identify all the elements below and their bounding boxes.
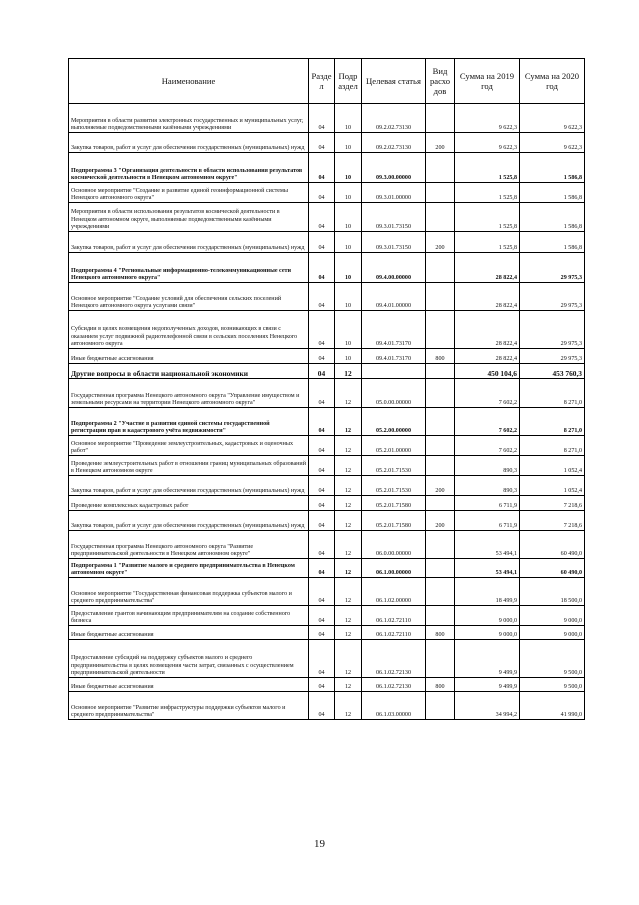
row-podrazdel: 10: [335, 349, 362, 364]
row-vid: 800: [426, 678, 455, 692]
row-vid: [426, 311, 455, 349]
row-vid: [426, 496, 455, 511]
row-razdel: 04: [309, 436, 335, 456]
row-podrazdel: 10: [335, 203, 362, 232]
row-name: Проведение комплексных кадастровых работ: [69, 496, 309, 511]
row-vid: [426, 578, 455, 606]
row-name: Основное мероприятие "Государственная финансовая поддержка субъектов малого и среднего предпринимательства": [69, 578, 309, 606]
row-sum-2020: 29 975,3: [520, 283, 585, 311]
row-target: 05.2.01.71530: [362, 456, 426, 476]
row-vid: [426, 456, 455, 476]
table-row: [69, 133, 585, 153]
row-target: 06.1.02.72110: [362, 626, 426, 640]
row-sum-2020: 29 975,3: [520, 349, 585, 364]
row-vid: [426, 692, 455, 720]
row-sum-2019: 6 711,9: [455, 496, 520, 511]
row-sum-2020: 29 975,3: [520, 311, 585, 349]
row-name: Основное мероприятие "Проведение землеустроительных, кадастровых и оценочных работ": [69, 436, 309, 456]
row-sum-2019: 1 525,8: [455, 203, 520, 232]
row-target: 06.1.02.00000: [362, 578, 426, 606]
table-header-row: [69, 59, 585, 104]
row-target: 06.1.02.72110: [362, 606, 426, 626]
row-name: Государственная программа Ненецкого автономного округа "Развитие предпринимательской деятельности в Ненецком автономном округе": [69, 531, 309, 559]
row-name: Иные бюджетные ассигнования: [69, 678, 309, 692]
row-razdel: 04: [309, 153, 335, 183]
row-sum-2019: 890,3: [455, 476, 520, 496]
row-target: 09.3.01.73150: [362, 232, 426, 253]
row-name: Иные бюджетные ассигнования: [69, 349, 309, 364]
row-target: 09.2.02.73130: [362, 133, 426, 153]
table-row: [69, 203, 585, 232]
row-target: 09.4.01.73170: [362, 311, 426, 349]
row-podrazdel: 12: [335, 578, 362, 606]
row-sum-2019: 9 622,3: [455, 104, 520, 133]
row-razdel: 04: [309, 496, 335, 511]
table-row: [69, 408, 585, 436]
row-podrazdel: 12: [335, 559, 362, 578]
row-vid: [426, 203, 455, 232]
row-sum-2019: 9 622,3: [455, 133, 520, 153]
row-sum-2020: 8 271,0: [520, 408, 585, 436]
row-vid: 200: [426, 476, 455, 496]
table-row: [69, 578, 585, 606]
row-vid: [426, 364, 455, 379]
row-sum-2020: 1 586,8: [520, 183, 585, 203]
row-podrazdel: 12: [335, 436, 362, 456]
header-razdel: Разде л: [309, 59, 335, 104]
row-sum-2019: 890,3: [455, 456, 520, 476]
table-row: [69, 349, 585, 364]
page-number: 19: [314, 838, 325, 850]
row-name: Основное мероприятие "Развитие инфраструктуры поддержки субъектов малого и среднего предпринимательства": [69, 692, 309, 720]
row-name: Мероприятия в области развития электронных государственных и муниципальных услуг, выполняемые подведомственными казёнными учреждениями: [69, 104, 309, 133]
row-sum-2020: 29 975,3: [520, 253, 585, 283]
row-vid: 200: [426, 232, 455, 253]
table-row: [69, 311, 585, 349]
header-vid: Вид расхо дов: [426, 59, 455, 104]
row-razdel: 04: [309, 253, 335, 283]
row-target: [362, 364, 426, 379]
header-sum-2020: Сумма на 2020 год: [520, 59, 585, 104]
row-razdel: 04: [309, 349, 335, 364]
row-razdel: 04: [309, 203, 335, 232]
table-row: [69, 476, 585, 496]
row-vid: [426, 606, 455, 626]
row-target: 09.2.02.73130: [362, 104, 426, 133]
row-sum-2019: 9 000,0: [455, 606, 520, 626]
row-sum-2020: 18 500,0: [520, 578, 585, 606]
table-row: [69, 456, 585, 476]
row-name: Основное мероприятие "Создание и развитие единой геоинформационной системы Ненецкого автономного округа": [69, 183, 309, 203]
row-sum-2019: 1 525,8: [455, 153, 520, 183]
table-row: [69, 692, 585, 720]
table-row: [69, 678, 585, 692]
row-vid: [426, 183, 455, 203]
row-razdel: 04: [309, 640, 335, 678]
row-target: 09.3.00.00000: [362, 153, 426, 183]
row-name: Закупка товаров, работ и услуг для обеспечения государственных (муниципальных) нужд: [69, 232, 309, 253]
row-sum-2020: 60 490,0: [520, 559, 585, 578]
row-sum-2019: 7 602,2: [455, 436, 520, 456]
table-row: [69, 559, 585, 578]
row-sum-2020: 9 000,0: [520, 606, 585, 626]
row-name: Проведение землеустроительных работ в отношении границ муниципальных образований в Ненецком автономном округе: [69, 456, 309, 476]
row-razdel: 04: [309, 133, 335, 153]
row-sum-2020: 9 622,3: [520, 104, 585, 133]
row-podrazdel: 12: [335, 408, 362, 436]
row-sum-2020: 1 586,8: [520, 232, 585, 253]
row-sum-2019: 450 104,6: [455, 364, 520, 379]
row-sum-2020: 7 218,6: [520, 511, 585, 531]
row-sum-2019: 28 822,4: [455, 253, 520, 283]
row-target: 05.2.01.71530: [362, 476, 426, 496]
row-sum-2019: 28 822,4: [455, 311, 520, 349]
row-sum-2020: 1 586,8: [520, 153, 585, 183]
row-target: 09.4.01.00000: [362, 283, 426, 311]
row-name: Предоставление грантов начинающим предпринимателям на создание собственного бизнеса: [69, 606, 309, 626]
row-vid: [426, 283, 455, 311]
row-target: 09.3.01.00000: [362, 183, 426, 203]
row-vid: [426, 408, 455, 436]
row-name: Подпрограмма 2 "Участие в развитии единой системы государственной регистрации прав и кадастрового учёта недвижимости": [69, 408, 309, 436]
header-sum-2019: Сумма на 2019 год: [455, 59, 520, 104]
row-razdel: 04: [309, 283, 335, 311]
row-vid: 200: [426, 133, 455, 153]
row-sum-2019: 7 602,2: [455, 408, 520, 436]
row-vid: 200: [426, 511, 455, 531]
row-sum-2019: 18 499,9: [455, 578, 520, 606]
row-target: 05.0.00.00000: [362, 379, 426, 408]
row-name: Предоставление субсидий на поддержку субъектов малого и среднего предпринимательства в целях возмещения части затрат, связанных с осуществлением предпринимательской деятельности: [69, 640, 309, 678]
row-podrazdel: 12: [335, 496, 362, 511]
row-podrazdel: 12: [335, 379, 362, 408]
row-sum-2019: 9 499,9: [455, 678, 520, 692]
row-razdel: 04: [309, 578, 335, 606]
row-vid: 800: [426, 349, 455, 364]
table-row: [69, 436, 585, 456]
row-razdel: 04: [309, 678, 335, 692]
row-vid: [426, 153, 455, 183]
row-sum-2019: 53 494,1: [455, 559, 520, 578]
row-vid: [426, 379, 455, 408]
row-razdel: 04: [309, 104, 335, 133]
row-target: 05.2.01.00000: [362, 436, 426, 456]
row-name: Закупка товаров, работ и услуг для обеспечения государственных (муниципальных) нужд: [69, 476, 309, 496]
row-target: 06.1.00.00000: [362, 559, 426, 578]
row-vid: [426, 104, 455, 133]
row-sum-2020: 9 000,0: [520, 626, 585, 640]
table-row: [69, 153, 585, 183]
row-podrazdel: 10: [335, 183, 362, 203]
row-sum-2019: 28 822,4: [455, 349, 520, 364]
row-sum-2020: 8 271,0: [520, 436, 585, 456]
table-row: [69, 606, 585, 626]
table-row: [69, 496, 585, 511]
row-sum-2019: 9 000,0: [455, 626, 520, 640]
row-target: 05.2.01.71580: [362, 511, 426, 531]
row-name: Подпрограмма 4 "Региональные информационно-телекоммуникационные сети Ненецкого автономного округа": [69, 253, 309, 283]
row-name: Подпрограмма 3 "Организация деятельности в области использования результатов космической деятельности в Ненецком автономном округе": [69, 153, 309, 183]
row-podrazdel: 12: [335, 531, 362, 559]
table-row: [69, 379, 585, 408]
row-sum-2019: 6 711,9: [455, 511, 520, 531]
table-row: [69, 104, 585, 133]
row-razdel: 04: [309, 183, 335, 203]
row-sum-2019: 53 494,1: [455, 531, 520, 559]
row-podrazdel: 10: [335, 133, 362, 153]
row-vid: [426, 640, 455, 678]
row-podrazdel: 12: [335, 626, 362, 640]
table-row: [69, 183, 585, 203]
row-vid: [426, 436, 455, 456]
row-podrazdel: 12: [335, 606, 362, 626]
row-name: Закупка товаров, работ и услуг для обеспечения государственных (муниципальных) нужд: [69, 511, 309, 531]
row-podrazdel: 12: [335, 511, 362, 531]
table-row: [69, 531, 585, 559]
row-vid: 800: [426, 626, 455, 640]
row-razdel: 04: [309, 311, 335, 349]
row-podrazdel: 10: [335, 253, 362, 283]
row-sum-2019: 1 525,8: [455, 232, 520, 253]
row-razdel: 04: [309, 476, 335, 496]
row-sum-2019: 34 994,2: [455, 692, 520, 720]
budget-table: [68, 58, 585, 720]
row-name: Государственная программа Ненецкого автономного округа "Управление имуществом и земельными ресурсами на территории Ненецкого автономного округа": [69, 379, 309, 408]
row-sum-2020: 41 990,0: [520, 692, 585, 720]
row-podrazdel: 10: [335, 153, 362, 183]
row-name: Основное мероприятие "Создание условий для обеспечения сельских поселений Ненецкого автономного округа услугами связи": [69, 283, 309, 311]
row-podrazdel: 12: [335, 640, 362, 678]
row-vid: [426, 253, 455, 283]
table-row: [69, 232, 585, 253]
row-podrazdel: 12: [335, 476, 362, 496]
row-razdel: 04: [309, 232, 335, 253]
row-target: 06.1.02.72130: [362, 640, 426, 678]
header-target: Целевая статья: [362, 59, 426, 104]
row-target: 09.4.01.73170: [362, 349, 426, 364]
row-sum-2019: 7 602,2: [455, 379, 520, 408]
row-razdel: 04: [309, 606, 335, 626]
row-target: 05.2.00.00000: [362, 408, 426, 436]
row-razdel: 04: [309, 408, 335, 436]
row-target: 09.3.01.73150: [362, 203, 426, 232]
row-target: 09.4.00.00000: [362, 253, 426, 283]
row-podrazdel: 12: [335, 456, 362, 476]
row-razdel: 04: [309, 511, 335, 531]
row-podrazdel: 12: [335, 364, 362, 379]
row-sum-2019: 1 525,8: [455, 183, 520, 203]
row-vid: [426, 531, 455, 559]
row-target: 06.1.03.00000: [362, 692, 426, 720]
row-razdel: 04: [309, 692, 335, 720]
row-podrazdel: 10: [335, 104, 362, 133]
table-row: [69, 364, 585, 379]
row-name: Иные бюджетные ассигнования: [69, 626, 309, 640]
row-name: Подпрограмма 1 "Развитие малого и среднего предпринимательства в Ненецком автономном округе": [69, 559, 309, 578]
header-name: Наименование: [69, 59, 309, 104]
table-body: [69, 104, 585, 720]
row-sum-2020: 9 500,0: [520, 678, 585, 692]
row-podrazdel: 10: [335, 311, 362, 349]
row-razdel: 04: [309, 456, 335, 476]
row-podrazdel: 12: [335, 678, 362, 692]
table-row: [69, 283, 585, 311]
row-name: Мероприятия в области использования результатов космической деятельности в Ненецком автономном округе, выполняемые подведомственными казёнными учреждениями: [69, 203, 309, 232]
row-sum-2020: 8 271,0: [520, 379, 585, 408]
row-sum-2020: 453 760,3: [520, 364, 585, 379]
table-row: [69, 626, 585, 640]
table-row: [69, 253, 585, 283]
row-razdel: 04: [309, 531, 335, 559]
row-razdel: 04: [309, 364, 335, 379]
row-sum-2020: 9 500,0: [520, 640, 585, 678]
row-sum-2020: 1 586,8: [520, 203, 585, 232]
row-vid: [426, 559, 455, 578]
row-podrazdel: 10: [335, 283, 362, 311]
row-name: Другие вопросы в области национальной экономики: [69, 364, 309, 379]
row-podrazdel: 12: [335, 692, 362, 720]
row-target: 05.2.01.71580: [362, 496, 426, 511]
row-sum-2020: 1 052,4: [520, 476, 585, 496]
header-podrazdel: Подр аздел: [335, 59, 362, 104]
row-sum-2020: 60 490,0: [520, 531, 585, 559]
row-razdel: 04: [309, 559, 335, 578]
row-razdel: 04: [309, 379, 335, 408]
row-name: Субсидии в целях возмещения недополученных доходов, возникающих в связи с оказанием услуг подвижной радиотелефонной связи в сельских поселениях Ненецкого автономного округа: [69, 311, 309, 349]
table-row: [69, 640, 585, 678]
row-target: 06.1.02.72130: [362, 678, 426, 692]
row-sum-2020: 9 622,3: [520, 133, 585, 153]
row-sum-2019: 28 822,4: [455, 283, 520, 311]
row-sum-2020: 7 218,6: [520, 496, 585, 511]
row-target: 06.0.00.00000: [362, 531, 426, 559]
row-podrazdel: 10: [335, 232, 362, 253]
row-sum-2020: 1 052,4: [520, 456, 585, 476]
row-sum-2019: 9 499,9: [455, 640, 520, 678]
row-razdel: 04: [309, 626, 335, 640]
row-name: Закупка товаров, работ и услуг для обеспечения государственных (муниципальных) нужд: [69, 133, 309, 153]
table-row: [69, 511, 585, 531]
